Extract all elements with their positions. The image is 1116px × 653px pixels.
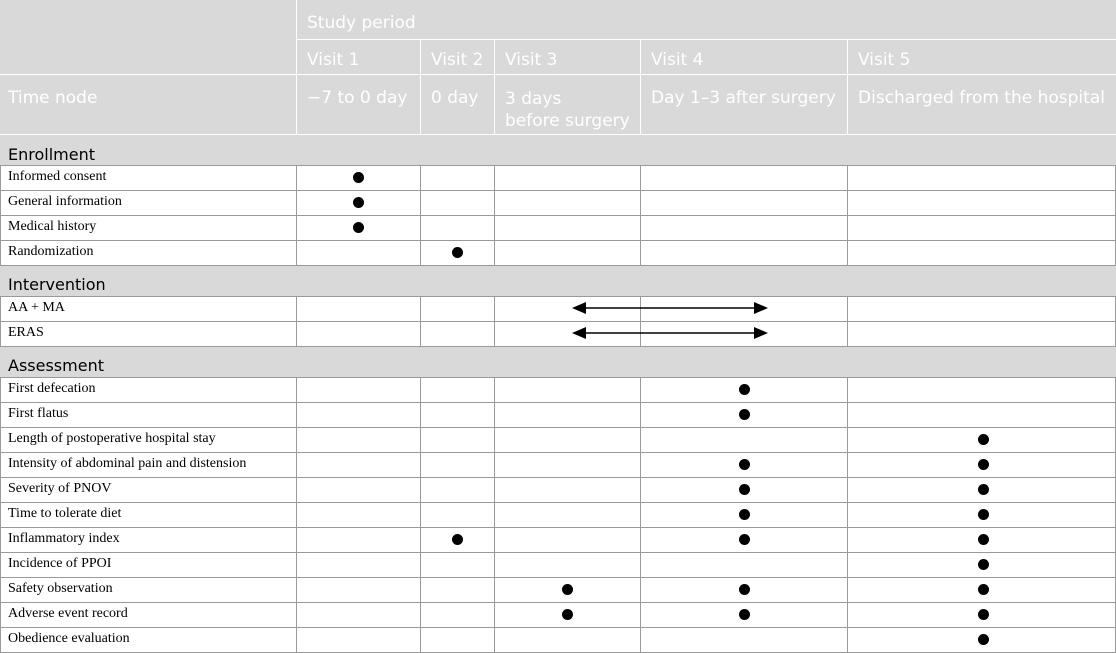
column-divider — [494, 577, 495, 602]
section-intervention-title: Intervention — [8, 275, 106, 294]
column-divider — [296, 527, 297, 552]
column-divider — [296, 427, 297, 452]
column-divider — [296, 452, 297, 477]
schedule-dot — [978, 459, 989, 470]
column-divider — [494, 477, 495, 502]
row-label: First flatus — [8, 406, 69, 421]
visit-2-time: 0 day — [431, 88, 479, 108]
row-divider — [0, 552, 1116, 553]
column-divider — [494, 452, 495, 477]
column-divider — [0, 215, 1, 240]
row-divider — [0, 321, 1116, 322]
column-divider — [420, 577, 421, 602]
column-divider — [640, 527, 641, 552]
visit-4-time: Day 1–3 after surgery — [651, 88, 836, 108]
column-divider — [0, 377, 1, 402]
column-divider — [494, 527, 495, 552]
schedule-dot — [978, 559, 989, 570]
row-label: Length of postoperative hospital stay — [8, 431, 216, 446]
column-divider — [847, 502, 848, 527]
section-intervention — [0, 266, 1116, 296]
column-divider — [494, 190, 495, 215]
column-divider — [296, 321, 297, 346]
row-label: Safety observation — [8, 581, 113, 596]
column-divider — [640, 402, 641, 427]
schedule-dot — [739, 509, 750, 520]
row-label: Intensity of abdominal pain and distension — [8, 456, 247, 471]
column-divider — [420, 215, 421, 240]
column-divider — [847, 477, 848, 502]
column-divider — [847, 321, 848, 346]
column-divider — [640, 377, 641, 402]
row-divider — [0, 502, 1116, 503]
column-divider — [296, 190, 297, 215]
column-divider — [0, 502, 1, 527]
visit-4-header: Visit 4 — [651, 50, 704, 70]
column-divider — [296, 602, 297, 627]
row-label: ERAS — [8, 325, 44, 340]
column-divider — [420, 552, 421, 577]
visit-1-header: Visit 1 — [307, 50, 360, 70]
visit-5-header: Visit 5 — [858, 50, 911, 70]
row-divider — [0, 402, 1116, 403]
column-divider — [494, 377, 495, 402]
row-label: General information — [8, 194, 122, 209]
row-divider — [0, 165, 1116, 166]
schedule-dot — [739, 384, 750, 395]
span-arrow — [572, 326, 772, 340]
section-enrollment — [0, 135, 1116, 165]
column-divider — [640, 427, 641, 452]
column-divider — [847, 552, 848, 577]
schedule-dot — [739, 409, 750, 420]
schedule-dot — [978, 484, 989, 495]
column-divider — [847, 427, 848, 452]
visit-1-time: −7 to 0 day — [307, 88, 408, 108]
schedule-dot — [353, 197, 364, 208]
row-divider — [0, 240, 1116, 241]
schedule-dot — [978, 584, 989, 595]
header-divider — [296, 0, 297, 134]
column-divider — [0, 477, 1, 502]
column-divider — [0, 190, 1, 215]
column-divider — [296, 296, 297, 321]
row-label: Severity of PNOV — [8, 481, 112, 496]
schedule-dot — [739, 584, 750, 595]
column-divider — [640, 627, 641, 652]
column-divider — [296, 240, 297, 265]
column-divider — [847, 215, 848, 240]
column-divider — [494, 502, 495, 527]
column-divider — [0, 577, 1, 602]
schedule-dot — [739, 609, 750, 620]
column-divider — [640, 240, 641, 265]
column-divider — [0, 321, 1, 346]
schedule-dot — [739, 459, 750, 470]
visit-5-time: Discharged from the hospital — [858, 88, 1105, 108]
column-divider — [0, 552, 1, 577]
column-divider — [494, 427, 495, 452]
section-assessment — [0, 347, 1116, 377]
column-divider — [847, 527, 848, 552]
column-divider — [296, 502, 297, 527]
header-divider — [640, 40, 641, 134]
column-divider — [640, 602, 641, 627]
row-label: First defecation — [8, 381, 96, 396]
visit-3-header: Visit 3 — [505, 50, 558, 70]
row-label: Incidence of PPOI — [8, 556, 112, 571]
column-divider — [420, 402, 421, 427]
column-divider — [0, 296, 1, 321]
schedule-dot — [353, 172, 364, 183]
column-divider — [420, 627, 421, 652]
schedule-dot — [978, 509, 989, 520]
column-divider — [847, 402, 848, 427]
column-divider — [0, 527, 1, 552]
header-divider — [0, 74, 1116, 75]
column-divider — [494, 296, 495, 321]
column-divider — [420, 527, 421, 552]
span-arrow — [572, 301, 772, 315]
row-divider — [0, 527, 1116, 528]
column-divider — [420, 296, 421, 321]
header-divider — [847, 40, 848, 134]
column-divider — [847, 577, 848, 602]
column-divider — [420, 165, 421, 190]
header-divider — [420, 40, 421, 134]
schedule-dot — [978, 434, 989, 445]
column-divider — [847, 452, 848, 477]
column-divider — [640, 502, 641, 527]
row-label: AA + MA — [8, 300, 65, 315]
column-divider — [296, 165, 297, 190]
column-divider — [640, 215, 641, 240]
column-divider — [0, 602, 1, 627]
column-divider — [420, 452, 421, 477]
column-divider — [296, 215, 297, 240]
schedule-dot — [452, 534, 463, 545]
column-divider — [420, 377, 421, 402]
column-divider — [847, 165, 848, 190]
row-divider — [0, 265, 1116, 266]
section-assessment-title: Assessment — [8, 356, 104, 375]
row-label: Inflammatory index — [8, 531, 120, 546]
schedule-dot — [978, 609, 989, 620]
column-divider — [847, 190, 848, 215]
visit-3-time: 3 days before surgery — [505, 89, 630, 131]
column-divider — [420, 477, 421, 502]
column-divider — [494, 321, 495, 346]
column-divider — [420, 427, 421, 452]
column-divider — [420, 190, 421, 215]
column-divider — [847, 602, 848, 627]
row-label: Time to tolerate diet — [8, 506, 122, 521]
schedule-dot — [353, 222, 364, 233]
schedule-dot — [562, 584, 573, 595]
column-divider — [0, 427, 1, 452]
schedule-dot — [739, 484, 750, 495]
column-divider — [296, 477, 297, 502]
column-divider — [847, 377, 848, 402]
column-divider — [640, 577, 641, 602]
column-divider — [494, 240, 495, 265]
row-label: Informed consent — [8, 169, 107, 184]
column-divider — [494, 402, 495, 427]
row-label: Adverse event record — [8, 606, 128, 621]
column-divider — [847, 627, 848, 652]
row-label: Randomization — [8, 244, 94, 259]
column-divider — [640, 477, 641, 502]
column-divider — [0, 240, 1, 265]
row-divider — [0, 452, 1116, 453]
study-period-header: Study period — [307, 13, 416, 33]
column-divider — [0, 452, 1, 477]
schedule-dot — [978, 634, 989, 645]
column-divider — [494, 627, 495, 652]
row-label: Obedience evaluation — [8, 631, 130, 646]
row-divider — [0, 477, 1116, 478]
header-divider — [296, 39, 1116, 40]
column-divider — [640, 165, 641, 190]
column-divider — [296, 552, 297, 577]
column-divider — [494, 165, 495, 190]
column-divider — [494, 602, 495, 627]
column-divider — [494, 552, 495, 577]
column-divider — [0, 627, 1, 652]
row-divider — [0, 190, 1116, 191]
schedule-dot — [562, 609, 573, 620]
schedule-dot — [452, 247, 463, 258]
column-divider — [420, 240, 421, 265]
column-divider — [296, 402, 297, 427]
column-divider — [296, 627, 297, 652]
row-divider — [0, 602, 1116, 603]
column-divider — [847, 296, 848, 321]
row-divider — [0, 346, 1116, 347]
row-divider — [0, 627, 1116, 628]
column-divider — [640, 190, 641, 215]
row-label: Medical history — [8, 219, 97, 234]
column-divider — [420, 602, 421, 627]
column-divider — [494, 215, 495, 240]
column-divider — [420, 502, 421, 527]
column-divider — [420, 321, 421, 346]
column-divider — [640, 552, 641, 577]
visit-2-header: Visit 2 — [431, 50, 484, 70]
section-enrollment-title: Enrollment — [8, 145, 95, 164]
column-divider — [296, 577, 297, 602]
row-divider — [0, 577, 1116, 578]
column-divider — [296, 377, 297, 402]
column-divider — [0, 165, 1, 190]
row-divider — [0, 377, 1116, 378]
row-divider — [0, 215, 1116, 216]
column-divider — [0, 402, 1, 427]
schedule-dot — [978, 534, 989, 545]
schedule-dot — [739, 534, 750, 545]
column-divider — [847, 240, 848, 265]
row-divider — [0, 296, 1116, 297]
row-divider — [0, 427, 1116, 428]
column-divider — [640, 452, 641, 477]
time-node-header: Time node — [8, 88, 98, 108]
header-divider — [494, 40, 495, 134]
